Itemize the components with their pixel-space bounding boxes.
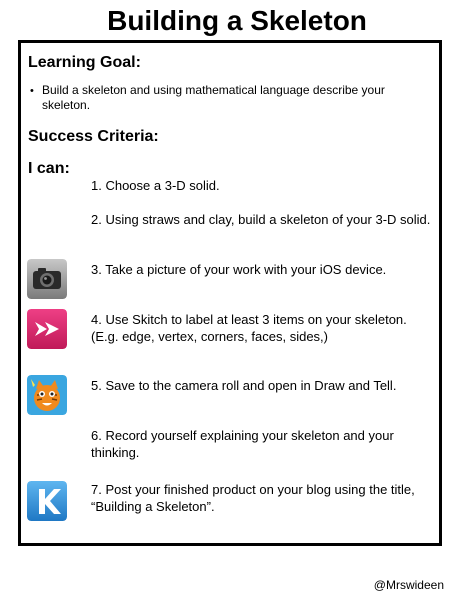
author-credit: @Mrswideen: [373, 578, 444, 592]
skitch-app-icon: [27, 309, 67, 349]
content-frame: [18, 40, 442, 546]
step-5: 5. Save to the camera roll and open in Draw and Tell.: [91, 378, 397, 393]
step-6: 6. Record yourself explaining your skeleton and your thinking.: [91, 428, 394, 460]
step-4: 4. Use Skitch to label at least 3 items on your skeleton. (E.g. edge, vertex, corners, faces, sides,): [91, 312, 407, 344]
bullet-dot: •: [30, 85, 34, 97]
step-1: 1. Choose a 3-D solid.: [91, 178, 220, 193]
learning-goal-heading: Learning Goal:: [28, 54, 141, 71]
learning-goal-text: Build a skeleton and using mathematical language describe your skeleton.: [42, 83, 385, 112]
success-criteria-heading: Success Criteria:: [28, 128, 159, 145]
draw-and-tell-app-icon: [27, 375, 67, 415]
step-7: 7. Post your finished product on your blog using the title, “Building a Skeleton”.: [91, 482, 415, 514]
camera-app-icon: [27, 259, 67, 299]
step-3: 3. Take a picture of your work with your iOS device.: [91, 262, 387, 277]
page-title: Building a Skeleton: [107, 5, 367, 36]
i-can-heading: I can:: [28, 160, 70, 177]
step-2: 2. Using straws and clay, build a skeleton of your 3-D solid.: [91, 212, 431, 227]
kidblog-app-icon: [27, 481, 67, 521]
